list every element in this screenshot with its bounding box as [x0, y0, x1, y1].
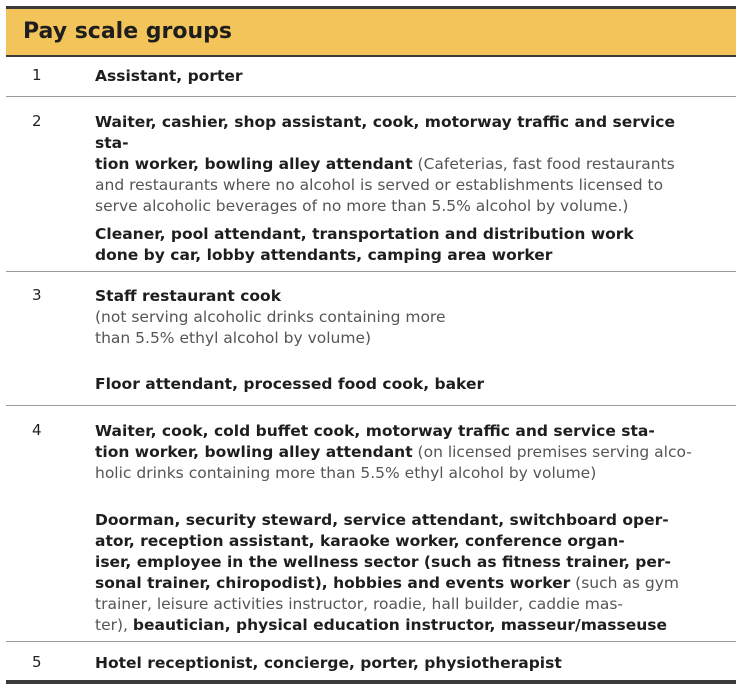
line: done by car, lobby attendants, camping area worker	[95, 246, 553, 264]
group-number: 1	[32, 66, 42, 84]
line: tion worker, bowling alley attendant (Cafeterias, fast food restaurants	[95, 155, 675, 173]
row-3-block-1	[95, 286, 695, 349]
row-3-block-2	[95, 374, 695, 395]
line: Floor attendant, processed food cook, baker	[95, 375, 485, 393]
group-number: 5	[32, 653, 42, 671]
line: trainer, leisure activities instructor, roadie, hall builder, caddie mas-	[95, 595, 623, 613]
line: serve alcoholic beverages of no more than 5.5% alcohol by volume.)	[95, 197, 629, 215]
line: Cleaner, pool attendant, transportation and distribution work	[95, 225, 634, 243]
line: ator, reception assistant, karaoke worker, conference organ-	[95, 532, 625, 550]
group-number: 3	[32, 286, 42, 304]
table-row-4	[6, 406, 736, 642]
row-4-block-2	[95, 510, 695, 636]
row-2-block-1	[95, 112, 695, 217]
bottom-rule	[6, 680, 736, 684]
table-header	[6, 9, 736, 57]
row-1-block-1	[95, 66, 695, 87]
line: than 5.5% ethyl alcohol by volume)	[95, 329, 372, 347]
line: Waiter, cashier, shop assistant, cook, motorway traffic and service sta-	[95, 113, 675, 152]
group-number: 4	[32, 421, 42, 439]
line: tion worker, bowling alley attendant (on licensed premises serving alco-	[95, 443, 692, 461]
row-2-block-2	[95, 224, 695, 266]
line: Staff restaurant cook	[95, 287, 282, 305]
group-number: 2	[32, 112, 42, 130]
table-row-5	[6, 642, 736, 680]
line: Hotel receptionist, concierge, porter, physiotherapist	[95, 654, 562, 672]
table-row-1	[6, 57, 736, 97]
line: (not serving alcoholic drinks containing more	[95, 308, 446, 326]
line: iser, employee in the wellness sector (such as fitness trainer, per-	[95, 553, 671, 571]
line: Assistant, porter	[95, 67, 243, 85]
line: ter), beautician, physical education instructor, masseur/masseuse	[95, 616, 668, 634]
line: and restaurants where no alcohol is served or establishments licensed to	[95, 176, 664, 194]
line: sonal trainer, chiropodist), hobbies and events worker (such as gym	[95, 574, 680, 592]
pay-scale-table	[6, 6, 736, 684]
row-4-block-1	[95, 421, 695, 484]
line: Doorman, security steward, service attendant, switchboard oper-	[95, 511, 669, 529]
table-row-2	[6, 97, 736, 272]
table-title: Pay scale groups	[23, 19, 233, 44]
line: holic drinks containing more than 5.5% ethyl alcohol by volume)	[95, 464, 597, 482]
table-row-3	[6, 272, 736, 406]
row-5-block-1	[95, 653, 695, 674]
line: Waiter, cook, cold buffet cook, motorway traffic and service sta-	[95, 422, 655, 440]
